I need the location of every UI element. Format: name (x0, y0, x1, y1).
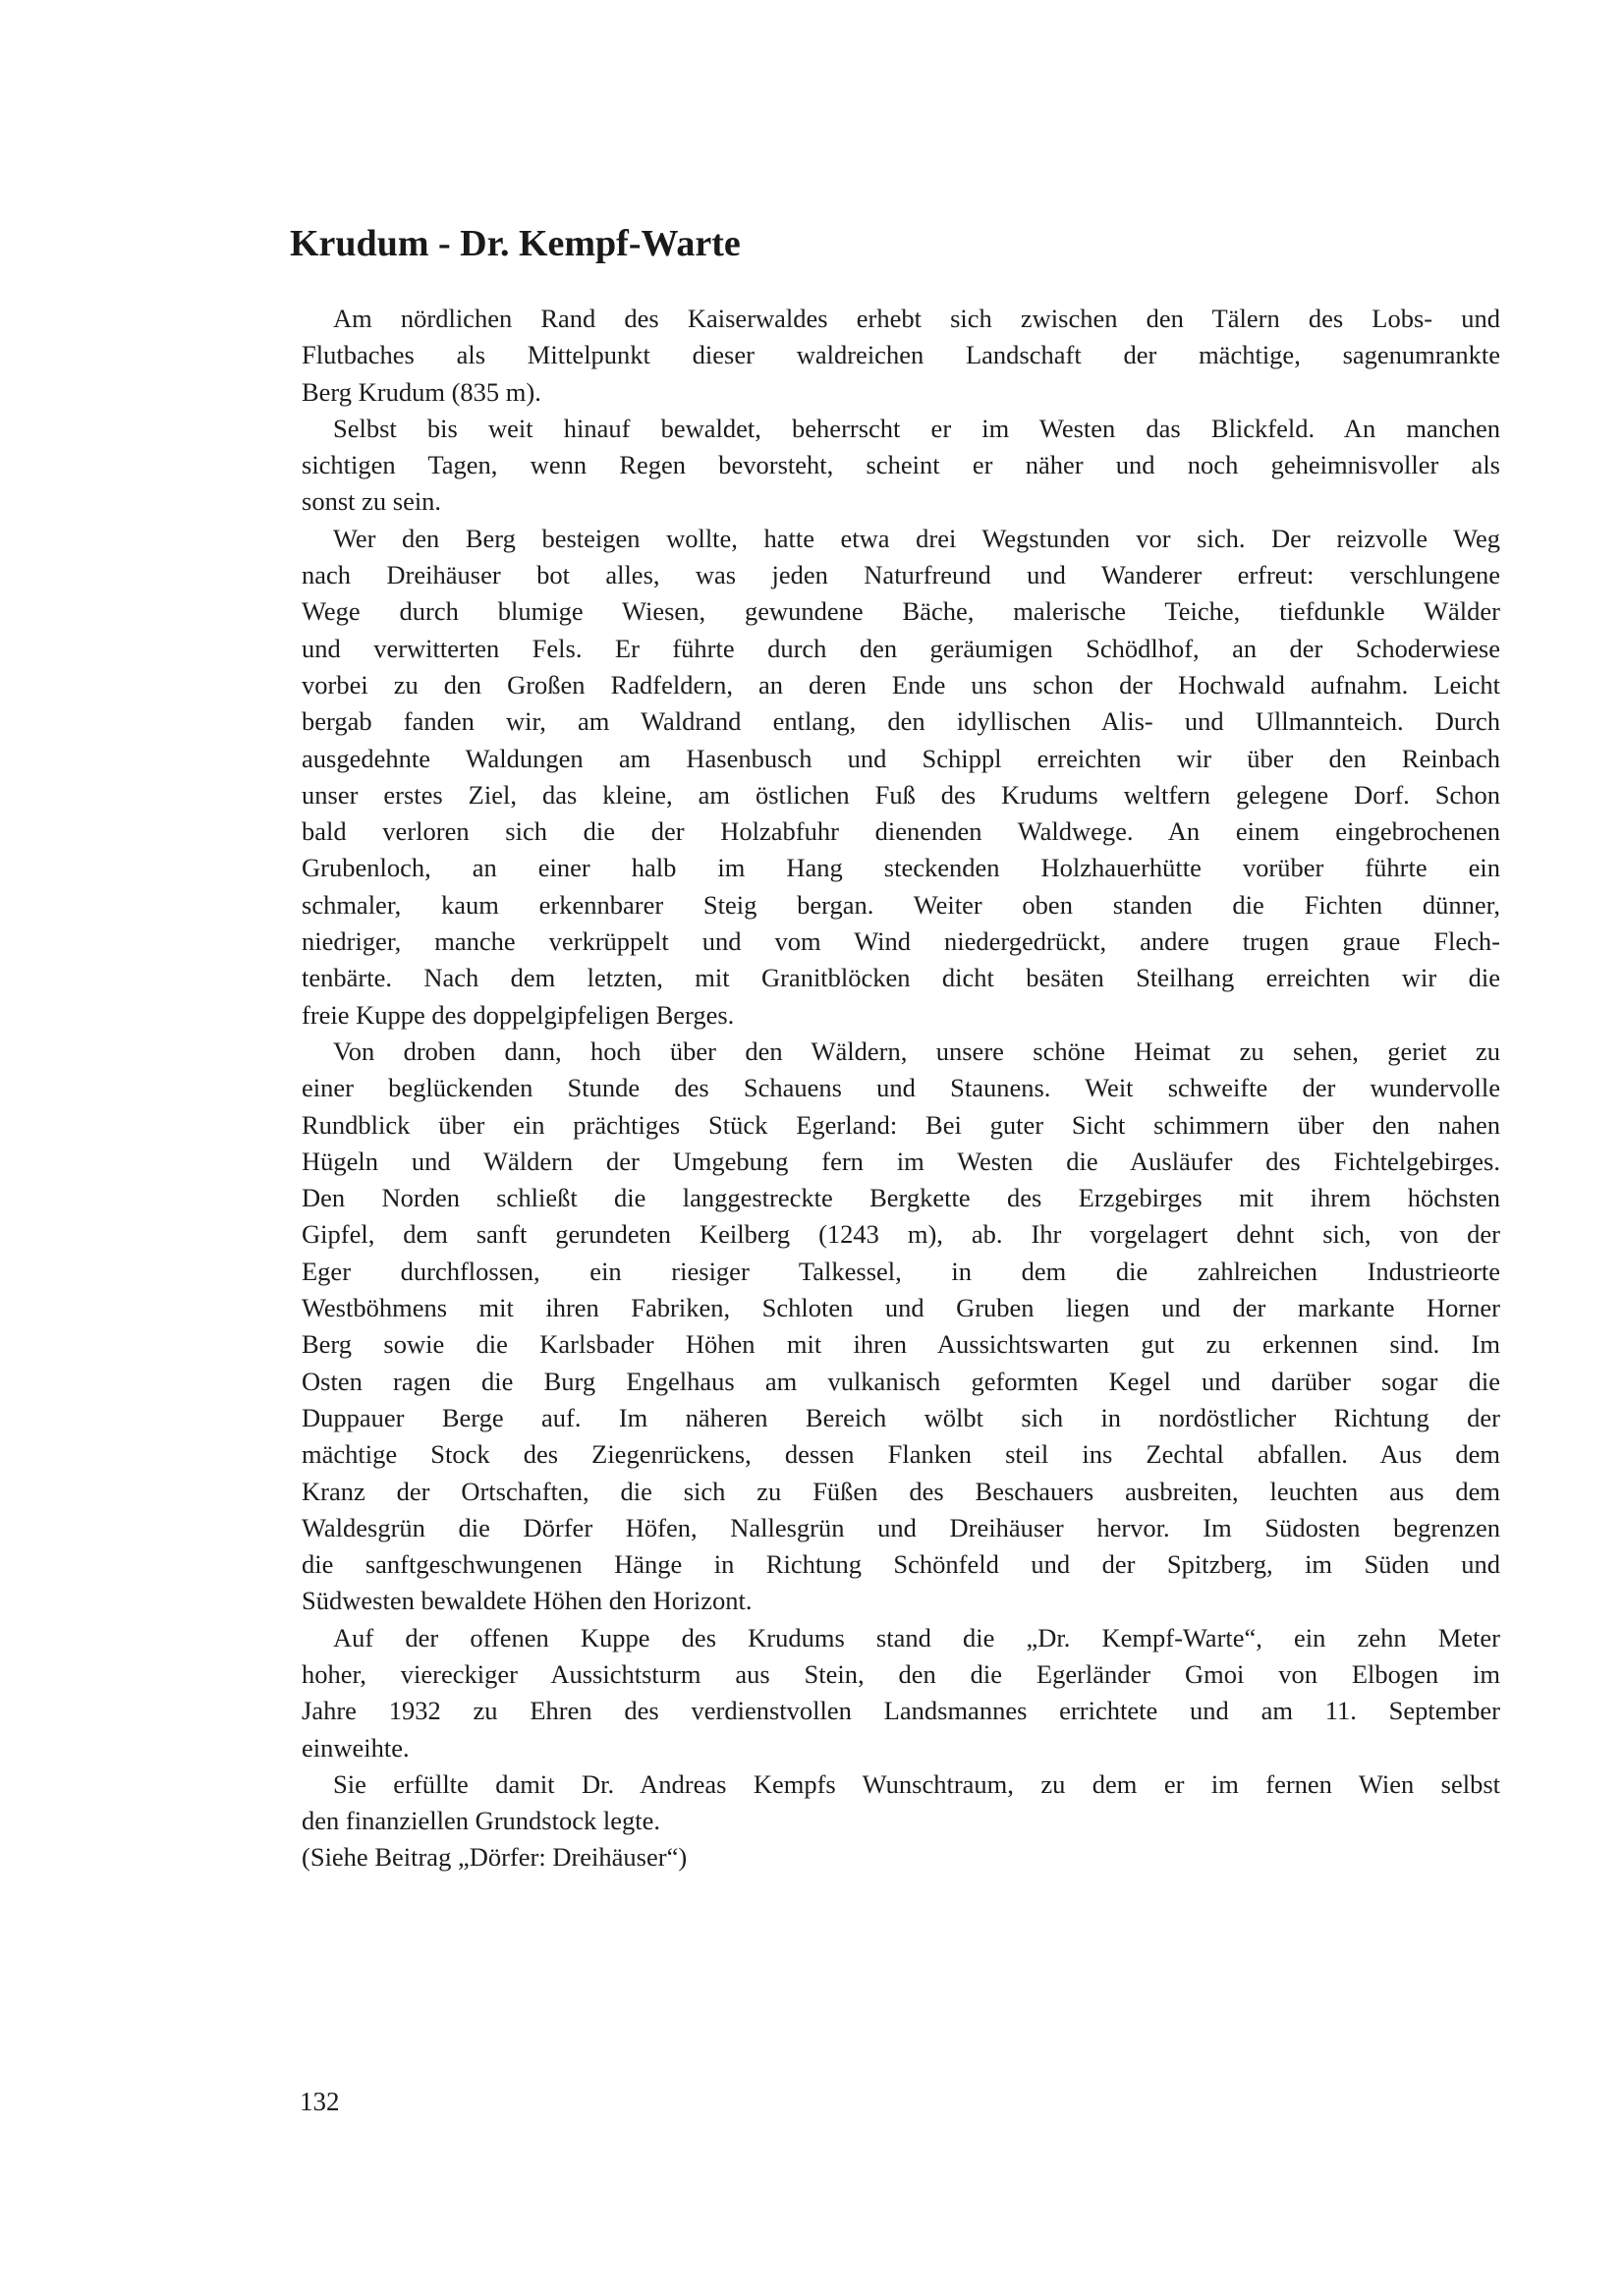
text-line: Duppauer Berge auf. Im näheren Bereich wölbt sich in nordöstlicher Richtung der (302, 1402, 1500, 1432)
text-line: ausgedehnte Waldungen am Hasenbusch und Schippl erreichten wir über den Reinbach (302, 743, 1500, 773)
text-line: vorbei zu den Großen Radfeldern, an deren Ende uns schon der Hochwald aufnahm. Leicht (302, 669, 1500, 700)
text-line: Wege durch blumige Wiesen, gewundene Bäche, malerische Teiche, tiefdunkle Wälder (302, 596, 1500, 627)
text-line: tenbärte. Nach dem letzten, mit Granitblöcken dicht besäten Steilhang erreichten wir die (302, 963, 1500, 993)
text-line: Flutbaches als Mittelpunkt dieser waldreichen Landschaft der mächtige, sagenumrankte (302, 340, 1500, 370)
text-line: Grubenloch, an einer halb im Hang steckenden Holzhauerhütte vorüber führte ein (302, 853, 1500, 883)
text-line: einer beglückenden Stunde des Schauens und Staunens. Weit schweifte der wundervolle (302, 1073, 1500, 1103)
text-line: Jahre 1932 zu Ehren des verdienstvollen Landsmannes errichtete und am 11. September (302, 1696, 1500, 1726)
text-line: Westböhmens mit ihren Fabriken, Schloten und Gruben liegen und der markante Horner (302, 1293, 1500, 1323)
text-line: Auf der offenen Kuppe des Krudums stand die „Dr. Kempf-Warte“, ein zehn Meter (333, 1622, 1500, 1652)
text-line: sonst zu sein. (302, 486, 442, 517)
text-line: Eger durchflossen, ein riesiger Talkessel, in dem die zahlreichen Industrieorte (302, 1256, 1500, 1286)
text-line: nach Dreihäuser bot alles, was jeden Naturfreund und Wanderer erfreut: verschlungene (302, 560, 1500, 590)
text-line: Südwesten bewaldete Höhen den Horizont. (302, 1586, 753, 1616)
text-line: sichtigen Tagen, wenn Regen bevorsteht, scheint er näher und noch geheimnisvoller als (302, 450, 1500, 480)
text-line: Sie erfüllte damit Dr. Andreas Kempfs Wunschtraum, zu dem er im fernen Wien selbst (333, 1768, 1500, 1799)
text-line: den finanziellen Grundstock legte. (302, 1806, 660, 1836)
text-line: niedriger, manche verkrüppelt und vom Wind niedergedrückt, andere trugen graue Flech- (302, 926, 1500, 957)
text-line: Wer den Berg besteigen wollte, hatte etwa drei Wegstunden vor sich. Der reizvolle Weg (333, 523, 1500, 553)
page-title: Krudum - Dr. Kempf-Warte (290, 223, 741, 264)
text-line: schmaler, kaum erkennbarer Steig bergan. Weiter oben standen die Fichten dünner, (302, 889, 1500, 920)
article-body (302, 301, 1500, 1876)
text-line: unser erstes Ziel, das kleine, am östlichen Fuß des Krudums weltfern gelegene Dorf. Schon (302, 779, 1500, 810)
text-line: Am nördlichen Rand des Kaiserwaldes erhebt sich zwischen den Tälern des Lobs- und (333, 304, 1500, 333)
text-line: Berg Krudum (835 m). (302, 376, 541, 407)
text-line: Kranz der Ortschaften, die sich zu Füßen des Beschauers ausbreiten, leuchten aus dem (302, 1476, 1500, 1506)
text-line: hoher, viereckiger Aussichtsturm aus Stein, den die Egerländer Gmoi von Elbogen im (302, 1658, 1500, 1689)
text-line: einweihte. (302, 1732, 410, 1763)
text-line: mächtige Stock des Ziegenrückens, dessen Flanken steil ins Zechtal abfallen. Aus dem (302, 1439, 1500, 1470)
page-number: 132 (300, 2087, 340, 2116)
text-line: Von droben dann, hoch über den Wäldern, unsere schöne Heimat zu sehen, geriet zu (333, 1036, 1500, 1066)
text-line: Rundblick über ein prächtiges Stück Egerland: Bei guter Sicht schimmern über den nahen (302, 1109, 1500, 1140)
text-line: (Siehe Beitrag „Dörfer: Dreihäuser“) (302, 1842, 688, 1873)
text-line: die sanftgeschwungenen Hänge in Richtung Schönfeld und der Spitzberg, im Süden und (302, 1549, 1500, 1580)
text-line: Berg sowie die Karlsbader Höhen mit ihren Aussichtswarten gut zu erkennen sind. Im (302, 1329, 1500, 1360)
text-line: Waldesgrün die Dörfer Höfen, Nallesgrün und Dreihäuser hervor. Im Südosten begrenzen (302, 1512, 1500, 1542)
text-line: Den Norden schließt die langgestreckte Bergkette des Erzgebirges mit ihrem höchsten (302, 1183, 1500, 1213)
text-line: Selbst bis weit hinauf bewaldet, beherrscht er im Westen das Blickfeld. An manchen (333, 413, 1500, 443)
text-line: bald verloren sich die der Holzabfuhr dienenden Waldwege. An einem eingebrochenen (302, 816, 1500, 847)
text-line: freie Kuppe des doppelgipfeligen Berges. (302, 999, 735, 1030)
text-line: Gipfel, dem sanft gerundeten Keilberg (1243 m), ab. Ihr vorgelagert dehnt sich, von der (302, 1219, 1500, 1250)
text-line: bergab fanden wir, am Waldrand entlang, den idyllischen Alis- und Ullmannteich. Durch (302, 706, 1500, 737)
text-line: Osten ragen die Burg Engelhaus am vulkanisch geformten Kegel und darüber sogar die (302, 1366, 1500, 1396)
text-line: und verwitterten Fels. Er führte durch den geräumigen Schödlhof, an der Schoderwiese (302, 633, 1500, 663)
text-line: Hügeln und Wäldern der Umgebung fern im Westen die Ausläufer des Fichtelgebirges. (302, 1146, 1500, 1176)
